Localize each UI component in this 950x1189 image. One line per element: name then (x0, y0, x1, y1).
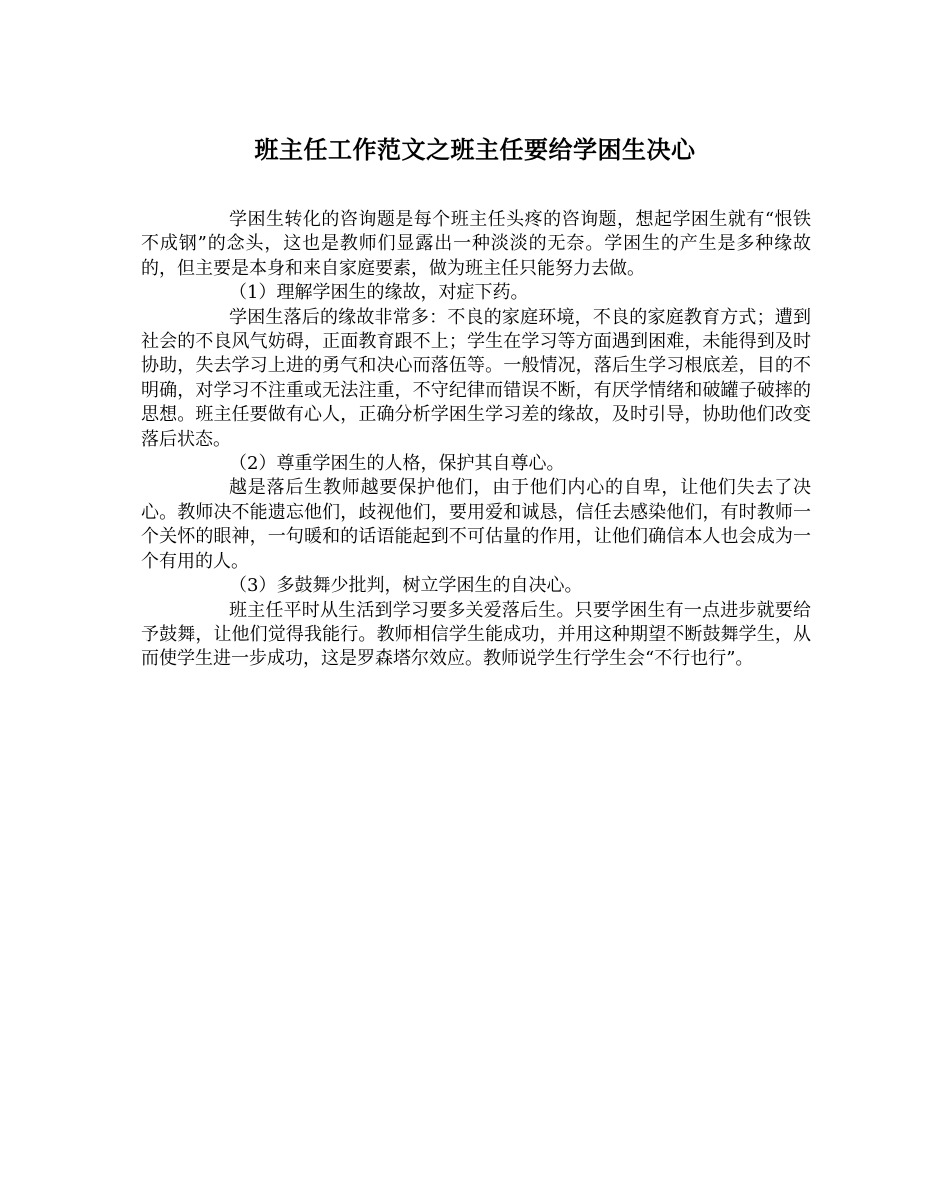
paragraph: 学困生转化的咨询题是每个班主任头疼的咨询题，想起学困生就有“恨铁不成钢”的念头，这也是教师们显露出一种淡淡的无奈。学困生的产生是多种缘故的，但主要是本身和来自家庭要素，做为班主任只能努力去做。 (141, 209, 811, 279)
document-title: 班主任工作范文之班主任要给学困生决心 (254, 135, 696, 164)
paragraph: 班主任平时从生活到学习要多关爱落后生。只要学困生有一点进步就要给予鼓舞，让他们觉得我能行。教师相信学生能成功，并用这种期望不断鼓舞学生，从而使学生进一步成功，这是罗森塔尔效应。教师说学生行学生会“不行也行”。 (141, 599, 811, 670)
section-heading: （1）理解学困生的缘故，对症下药。 (229, 282, 529, 304)
paragraph: 越是落后生教师越要保护他们，由于他们内心的自卑，让他们失去了决心。教师决不能遗忘他们，歧视他们，要用爱和诚恳，信任去感染他们，有时教师一个关怀的眼神，一句暖和的话语能起到不可估量的作用，让他们确信本人也会成为一个有用的人。 (141, 477, 811, 572)
document-body (141, 208, 811, 672)
section-heading: （3）多鼓舞少批判，树立学困生的自决心。 (229, 575, 583, 597)
paragraph: 学困生落后的缘故非常多：不良的家庭环境，不良的家庭教育方式；遭到社会的不良风气妨碍，正面教育跟不上；学生在学习等方面遇到困难，未能得到及时协助，失去学习上进的勇气和决心而落伍等。一般情况，落后生学习根底差，目的不明确，对学习不注重或无法注重，不守纪律而错误不断，有厌学情绪和破罐子破摔的思想。班主任要做有心人，正确分析学困生学习差的缘故，及时引导，协助他们改变落后状态。 (141, 306, 811, 450)
section-heading: （2）尊重学困生的人格，保护其自尊心。 (229, 453, 565, 475)
